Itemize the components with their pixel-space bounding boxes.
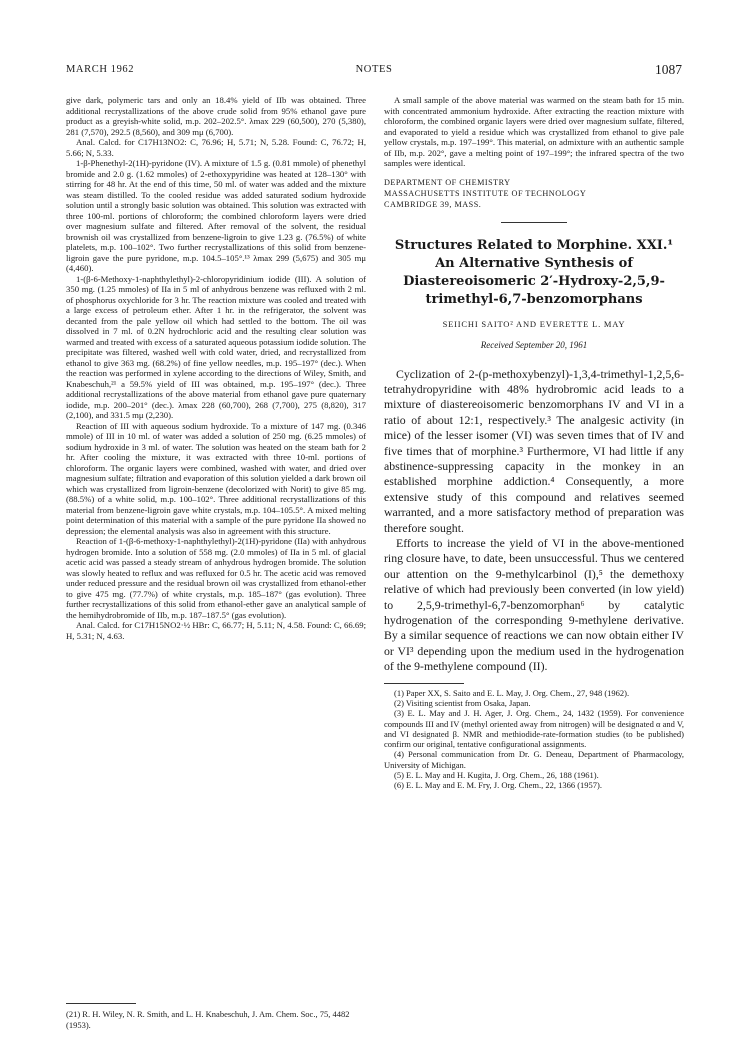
reference-item: (2) Visiting scientist from Osaka, Japan.	[394, 697, 531, 708]
paragraph: A small sample of the above material was warmed on the steam bath for 15 min. with concentrated ammonium hydroxide. After extracting the reaction mixture with chloroform, the combined organic layers were dried over magnesium sulfate, filtered, and evaporated to yield a residue which was crystallized from ethanol to give pale yellow crystals, m.p. 197–199°. This material, on admixture with an authentic sample of IIb, m.p. 202°, gave a melting point of 197–199°; the infrared spectra of the two samples were identical.	[384, 95, 684, 168]
header-date: MARCH 1962	[66, 64, 135, 75]
address-line: CAMBRIDGE 39, MASS.	[384, 199, 482, 209]
paragraph: Anal. Calcd. for C17H15NO2·½ HBr: C, 66.77; H, 5.11; N, 4.58. Found: C, 66.69; H, 5.31; N, 4.63.	[66, 620, 366, 641]
footnote: (21) R. H. Wiley, N. R. Smith, and L. H. Knabeschuh, J. Am. Chem. Soc., 75, 4482 (1953).	[66, 1009, 350, 1030]
article-authors: SEIICHI SAITO² AND EVERETTE L. MAY	[442, 318, 626, 329]
paragraph: Reaction of III with aqueous sodium hydroxide. To a mixture of 147 mg. (0.346 mmole) of III in 10 ml. of water was added a solution of 250 mg. (6.25 mmoles) of sodium hydroxide in 3 ml. of water. The solution was heated on the steam bath for 2 hr. After cooling the mixture, it was extracted with three 10-ml. portions of chloroform. The organic layers were combined, washed with water, and dried over magnesium sulfate; filtration and evaporation of this solution yielded a dark brown oil which was crystallized from ligroin-benzene (decolorized with Norit) to give 85 mg. (88.5%) of a white solid, m.p. 100–102°. Three additional recrystallizations of this material from benzene-ligroin gave white crystals, m.p. 104–105.5°. A mixed melting point determination of this material with a sample of the pure pyridone IIa showed no depression; the elemental analysis was also in agreement with this structure.	[66, 420, 366, 536]
article-title: Structures Related to Morphine. XXI.¹ An Alternative Synthesis of Diastereoisomeric 2′-Hydroxy-2,5,9-trimethyl-6,7-benzomorphans	[394, 237, 674, 307]
footnote-divider	[384, 683, 464, 684]
paragraph: 1-β-Phenethyl-2(1H)-pyridone (IV). A mixture of 1.5 g. (0.81 mmole) of phenethyl bromide and 2.0 g. (1.62 mmoles) of 2-ethoxypyridine was heated at 128–130° with stirring for 48 hr. At the end of this time, 50 ml. of water was added and the mixture was steam distilled. To the cooled residue was added saturated sodium hydroxide solution until a strongly basic solution was obtained. This solution was extracted with three 100-ml. portions of chloroform; the combined chloroform layers were dried over magnesium sulfate and filtered. After removal of the solvent, the residual brownish oil was crystallized from benzene-ligroin to give 1.23 g. (76.5%) of white platelets, m.p. 100–102°. Two further recrystallizations of this solid from benzene-ligroin gave the pure pyridone, m.p. 104.5–105°.¹³ λmax 299 (5,675) and 305 mμ (4,460).	[66, 158, 366, 273]
reference-item: (3) E. L. May and J. H. Ager, J. Org. Chem., 24, 1432 (1959). For convenience compounds III and IV (methyl oriented away from nitrogen) will be designated α and V, and VI designated β. NMR and methiodide-rate-formation studies (to be published) confirm our original, tentative configurational assignments.	[384, 708, 684, 750]
affiliation-address	[384, 177, 684, 210]
page-number: 1087	[655, 62, 682, 77]
paragraph: give dark, polymeric tars and only an 18.4% yield of IIb was obtained. Three additional recrystallizations of the above crude solid from 95% ethanol gave pure product as a greyish-white solid, m.p. 202–202.5°. λmax 229 (60,500), 270 (5,380), 281 (7,570), 292.5 (8,560), and 309 mμ (6,700).	[66, 95, 366, 137]
article-body	[384, 367, 684, 675]
address-line: DEPARTMENT OF CHEMISTRY	[384, 177, 511, 187]
reference-list	[384, 688, 684, 791]
running-header	[66, 64, 682, 80]
reference-item: (6) E. L. May and E. M. Fry, J. Org. Chem., 22, 1366 (1957).	[394, 780, 602, 791]
paragraph: 1-(β-6-Methoxy-1-naphthylethyl)-2-chloropyridinium iodide (III). A solution of 350 mg. (1.25 mmoles) of IIa in 5 ml of anhydrous benzene was refluxed with 2 ml. of phosphorus oxychloride for 3 hr. The reaction mixture was cooled and treated with a large excess of petroleum ether. After 1 hr. in the refrigerator, the solvent was decanted from the pale yellow oil which had settled to the bottom. The oil was dissolved in 7 ml. of 0.2N hydrochloric acid and the resulting clear solution was warmed and treated with excess of a saturated aqueous potassium iodide solution. The precipitate was filtered, washed well with cold water, dried, and recrystallized from ethanol to give 363 mg. (68.2%) of fine yellow needles, m.p. 195–197° (dec.). When the reaction was performed in xylene according to the directions of Wiley, Smith, and Knabeschuh,²¹ a 59.5% yield of III was obtained, m.p. 195–197° (dec.). Three additional recrystallizations of the above material from ethanol gave pure quaternary iodide, m.p. 200–201° (dec.). λmax 228 (60,700), 268 (7,700), 275 (8,820), 317 (2,100), and 331.5 mμ (2,230).	[66, 273, 366, 420]
paragraph: Anal. Calcd. for C17H13NO2: C, 76.96; H, 5.71; N, 5.28. Found: C, 76.72; H, 5.66; N, 5.33.	[66, 137, 366, 158]
paragraph: Cyclization of 2-(p-methoxybenzyl)-1,3,4-trimethyl-1,2,5,6-tetrahydropyridine with 48% hydrobromic acid leads to a mixture of diastereoisomeric benzomorphans IV and VI in a ratio of about 12:1, respectively.³ The analgesic activity (in mice) of the lesser isomer (VI) was seven times that of IV and five times that of morphine.³ Furthermore, VI had little if any abstinence-suppressing capacity in the monkey in an established morphine addiction.⁴ Consequently, a more extensive study of this compound and relatives seemed warranted, and a more satisfactory method of preparation was therefore sought.	[384, 366, 684, 535]
paragraph: Reaction of 1-(β-6-methoxy-1-naphthylethyl)-2(1H)-pyridone (IIa) with anhydrous hydrogen bromide. Into a solution of 558 mg. (2.0 mmoles) of IIa in 5 ml. of glacial acetic acid was passed a steady stream of anhydrous hydrogen bromide. The solution was slowly heated to reflux and was refluxed for 0.5 hr. The acetic acid was removed under reduced pressure and the residual brown oil was crystallized from ethanol-ether to give 475 mg. (77.7%) of white crystals, m.p. 185–187° (gas evolution). Three further recrystallizations of this solid from ethanol-ether gave an analytical sample of the hemihydrobromide of IIb, m.p. 187–187.5° (gas evolution).	[66, 536, 366, 620]
section-divider	[501, 222, 567, 223]
paragraph: Efforts to increase the yield of VI in the above-mentioned ring closure have, to date, been unsuccessful. Thus we centered our attention on the 9-methylcarbinol (I),⁵ the demethoxy relative of which had previously been converted (in low yield) to 2,5,9-trimethyl-6,7-benzomorphan⁶ by catalytic hydrogenation of the corresponding 9-methylene derivative. By a similar sequence of reactions we can now obtain either IV or VI³ depending upon the medium used in the hydrogenation of the 9-methylene compound (II).	[384, 535, 684, 674]
right-column	[384, 95, 684, 791]
received-date: Received September 20, 1961	[480, 340, 588, 350]
reference-item: (5) E. L. May and H. Kugita, J. Org. Chem., 26, 188 (1961).	[394, 770, 599, 780]
left-column	[66, 95, 366, 641]
address-line: MASSACHUSETTS INSTITUTE OF TECHNOLOGY	[384, 188, 587, 198]
header-section: NOTES	[355, 64, 393, 75]
footnote-divider	[66, 1003, 136, 1004]
reference-item: (4) Personal communication from Dr. G. Deneau, Department of Pharmacology, University of Michigan.	[384, 749, 684, 770]
reference-item: (1) Paper XX, S. Saito and E. L. May, J. Org. Chem., 27, 948 (1962).	[394, 687, 630, 698]
